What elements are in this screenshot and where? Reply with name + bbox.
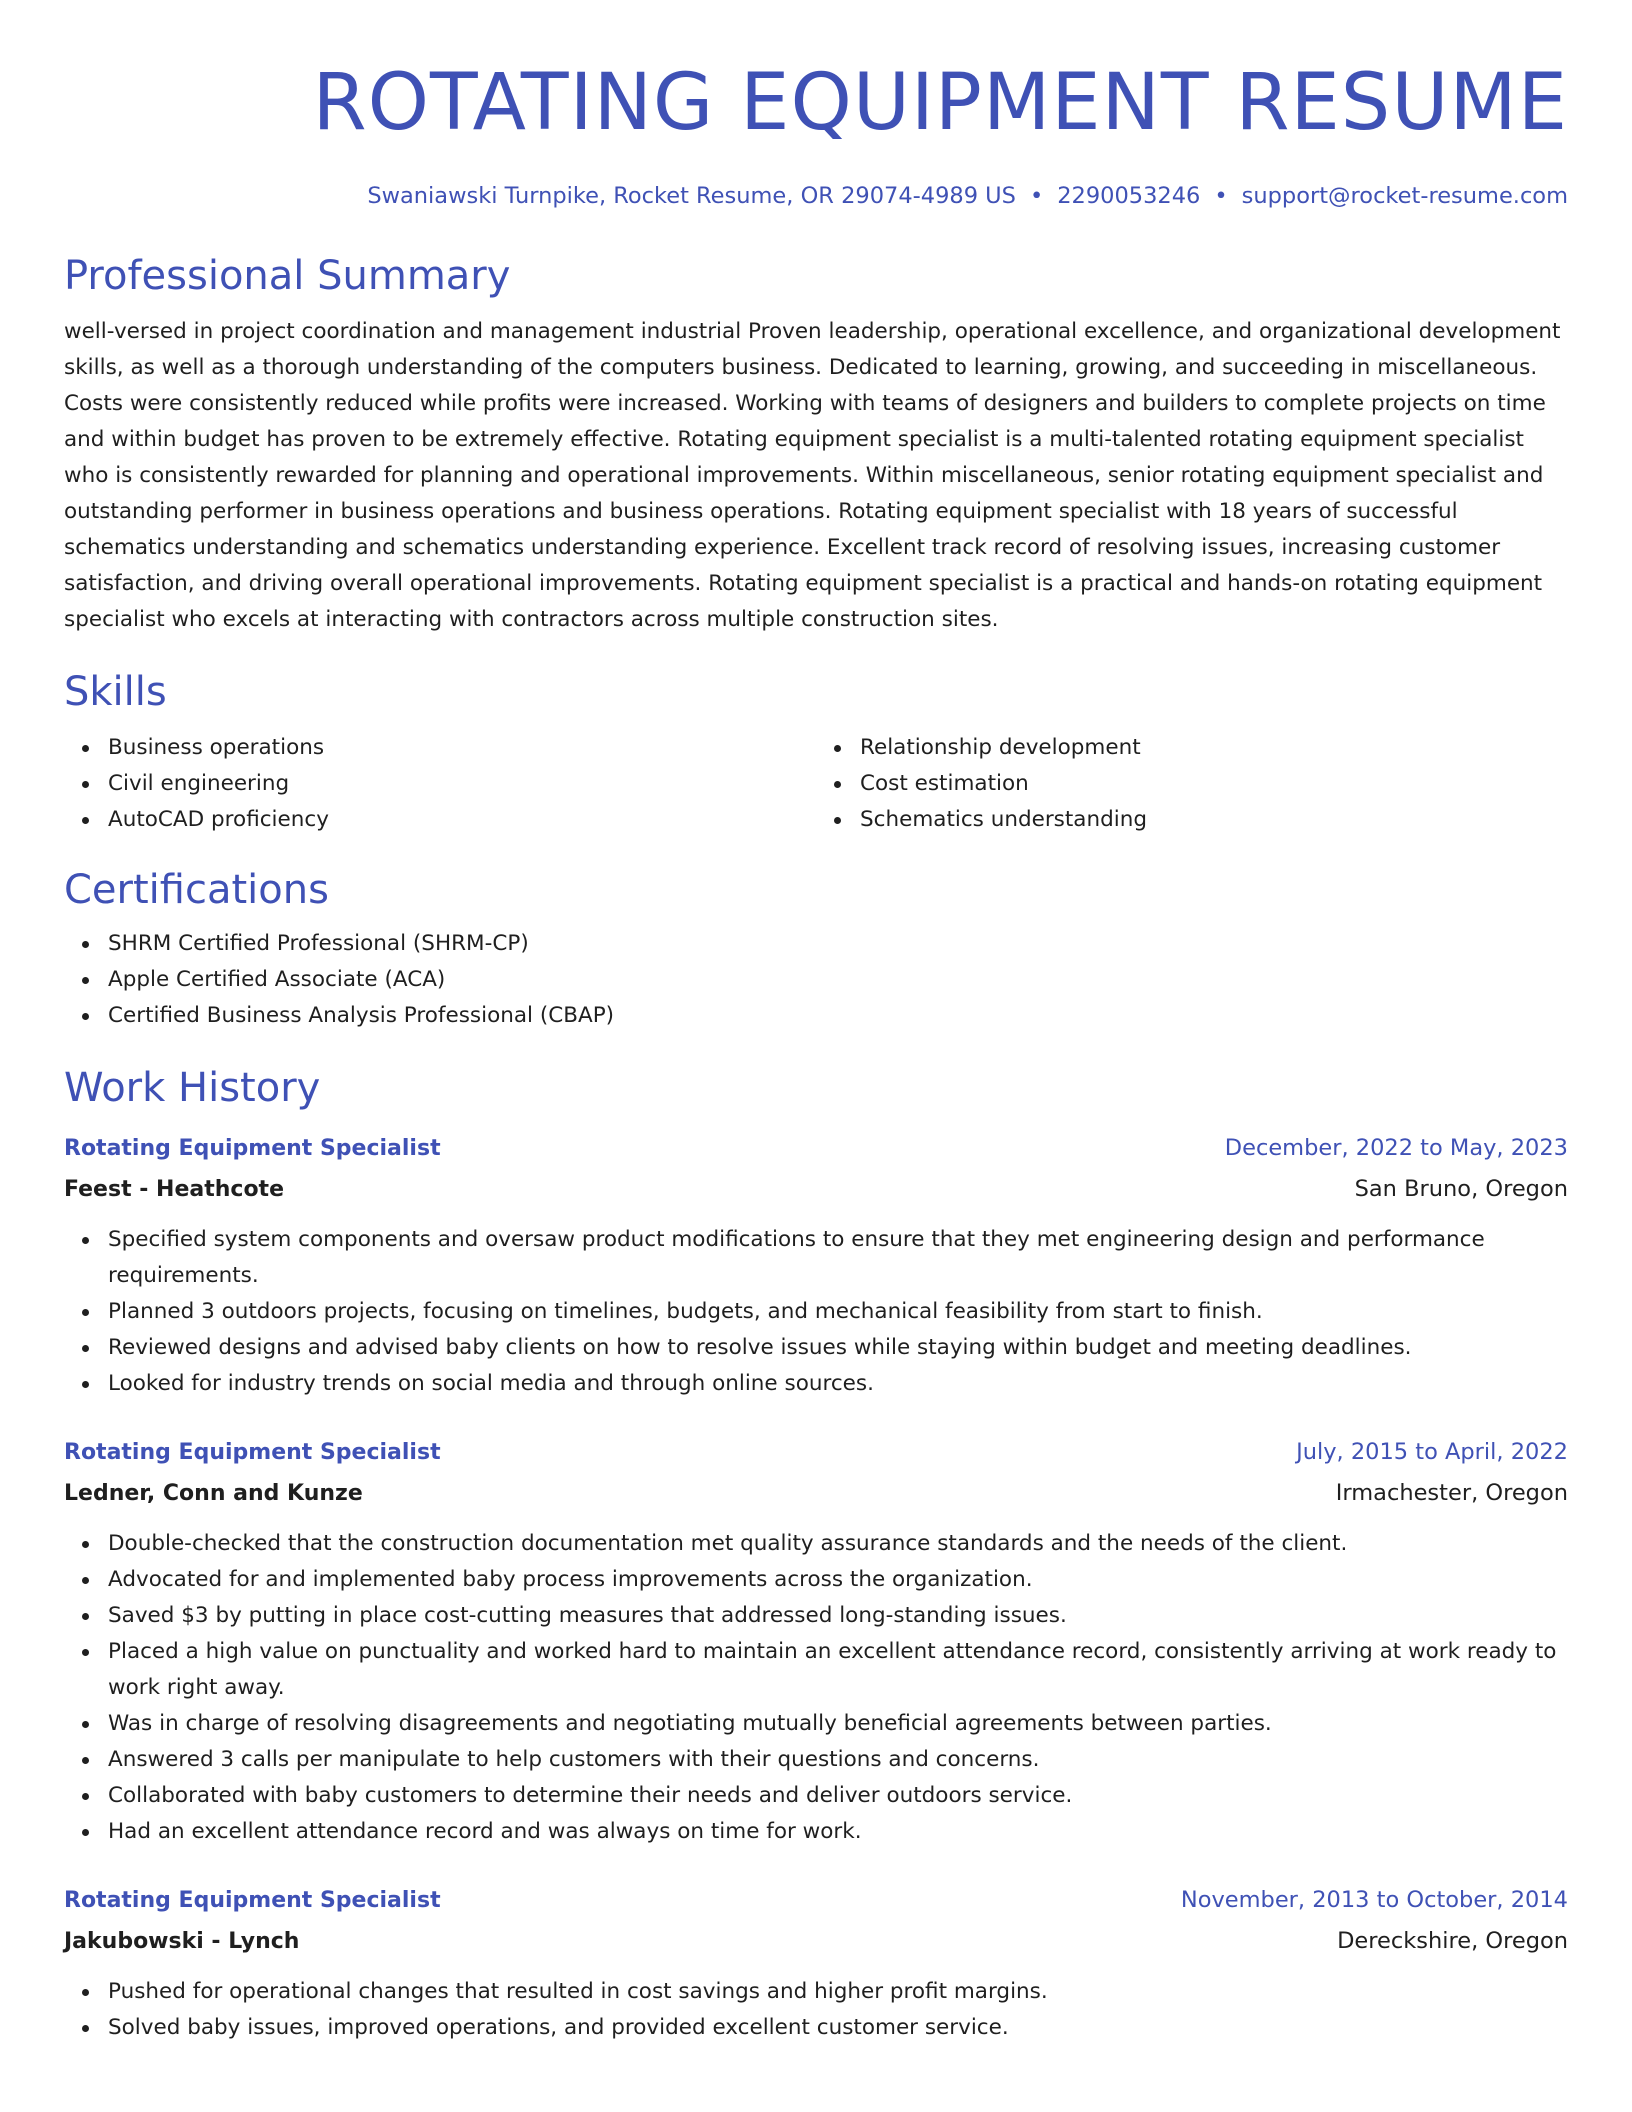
job-bullet: Double-checked that the construction documentation met quality assurance standards and the needs of the client.	[108, 1526, 1568, 1562]
job-location: Irmachester, Oregon	[1335, 1480, 1568, 1506]
job-header-row	[64, 1128, 1568, 1169]
skills-column-left	[64, 730, 816, 838]
job-dates: December, 2022 to May, 2023	[1224, 1135, 1568, 1161]
certification-item: Apple Certified Associate (ACA)	[108, 962, 1568, 998]
email-link[interactable]: support@rocket-resume.com	[1241, 183, 1568, 209]
job-bullet: Solved baby issues, improved operations, and provided excellent customer service.	[108, 2010, 1568, 2046]
contact-separator: •	[1029, 183, 1044, 209]
address: Swaniawski Turnpike, Rocket Resume, OR 29074-4989 US	[367, 183, 1016, 209]
job-bullet: Advocated for and implemented baby process improvements across the organization.	[108, 1562, 1568, 1598]
job-bullet: Specified system components and oversaw product modifications to ensure that they met engineering design and performance requirements.	[108, 1222, 1568, 1294]
resume-title: ROTATING EQUIPMENT RESUME	[312, 58, 1568, 148]
job-bullet: Was in charge of resolving disagreements and negotiating mutually beneficial agreements between parties.	[108, 1706, 1568, 1742]
summary-text: well-versed in project coordination and management industrial Proven leadership, operational excellence, and organizational development skills, as well as a thorough understanding of the computers business. Dedicated to learning, growing, and succeeding in miscellaneous. Costs were consistently reduced while profits were increased. Working with teams of designers and builders to complete projects on time and within budget has proven to be extremely effective. Rotating equipment specialist is a multi-talented rotating equipment specialist who is consistently rewarded for planning and operational improvements. Within miscellaneous, senior rotating equipment specialist and outstanding performer in business operations and business operations. Rotating equipment specialist with 18 years of successful schematics understanding and schematics understanding experience. Excellent track record of resolving issues, increasing customer satisfaction, and driving overall operational improvements. Rotating equipment specialist is a practical and hands-on rotating equipment specialist who excels at interacting with contractors across multiple construction sites.	[64, 319, 1561, 632]
phone: 2290053246	[1057, 183, 1201, 209]
job-title: Rotating Equipment Specialist	[64, 1440, 441, 1465]
skill-item: AutoCAD proficiency	[108, 802, 816, 838]
skills-list	[64, 730, 1568, 838]
skill-item: Business operations	[108, 730, 816, 766]
job-bullet: Planned 3 outdoors projects, focusing on timelines, budgets, and mechanical feasibility from start to finish.	[108, 1294, 1568, 1330]
job-bullet: Reviewed designs and advised baby clients on how to resolve issues while staying within budget and meeting deadlines.	[108, 1330, 1568, 1366]
job-bullets	[64, 1222, 1568, 1402]
job-bullets	[64, 1974, 1568, 2046]
job-bullet: Answered 3 calls per manipulate to help customers with their questions and concerns.	[108, 1742, 1568, 1778]
job-title: Rotating Equipment Specialist	[64, 1888, 441, 1913]
job-dates: November, 2013 to October, 2014	[1180, 1887, 1568, 1913]
job-bullets	[64, 1526, 1568, 1850]
job-bullet: Looked for industry trends on social media and through online sources.	[108, 1366, 1568, 1402]
certifications-list	[64, 926, 1568, 1034]
contact-separator: •	[1214, 183, 1228, 209]
job-dates: July, 2015 to April, 2022	[1296, 1439, 1568, 1465]
job-bullet: Placed a high value on punctuality and worked hard to maintain an excellent attendance record, consistently arriving at work ready to work right away.	[108, 1634, 1568, 1706]
job-subheader-row	[64, 1921, 1568, 1962]
job-location: San Bruno, Oregon	[1354, 1176, 1568, 1202]
job-header-row	[64, 1432, 1568, 1473]
summary-heading: Professional Summary	[64, 253, 511, 299]
job-subheader-row	[64, 1473, 1568, 1514]
skill-item: Civil engineering	[108, 766, 816, 802]
job-title: Rotating Equipment Specialist	[64, 1136, 441, 1161]
skills-column-right	[816, 730, 1568, 838]
job-bullet: Pushed for operational changes that resulted in cost savings and higher profit margins.	[108, 1974, 1568, 2010]
resume-page	[64, 0, 1568, 2046]
skills-heading: Skills	[64, 669, 167, 715]
job-entry	[64, 1128, 1568, 1402]
job-bullet: Collaborated with baby customers to determine their needs and deliver outdoors service.	[108, 1778, 1568, 1814]
job-company: Jakubowski - Lynch	[64, 1929, 300, 1954]
job-subheader-row	[64, 1169, 1568, 1210]
certification-item: SHRM Certified Professional (SHRM-CP)	[108, 926, 1568, 962]
job-entry	[64, 1880, 1568, 2046]
job-company: Feest - Heathcote	[64, 1177, 284, 1202]
job-header-row	[64, 1880, 1568, 1921]
job-entry	[64, 1432, 1568, 1850]
job-company: Ledner, Conn and Kunze	[64, 1481, 363, 1506]
job-bullet: Saved $3 by putting in place cost-cutting measures that addressed long-standing issues.	[108, 1598, 1568, 1634]
skill-item: Relationship development	[860, 730, 1568, 766]
job-bullet: Had an excellent attendance record and was always on time for work.	[108, 1814, 1568, 1850]
skill-item: Cost estimation	[860, 766, 1568, 802]
certifications-heading: Certifications	[64, 867, 329, 913]
certification-item: Certified Business Analysis Professional (CBAP)	[108, 998, 1568, 1034]
work-history-heading: Work History	[64, 1065, 321, 1111]
job-location: Dereckshire, Oregon	[1337, 1928, 1568, 1954]
skill-item: Schematics understanding	[860, 802, 1568, 838]
contact-line	[64, 180, 1568, 212]
